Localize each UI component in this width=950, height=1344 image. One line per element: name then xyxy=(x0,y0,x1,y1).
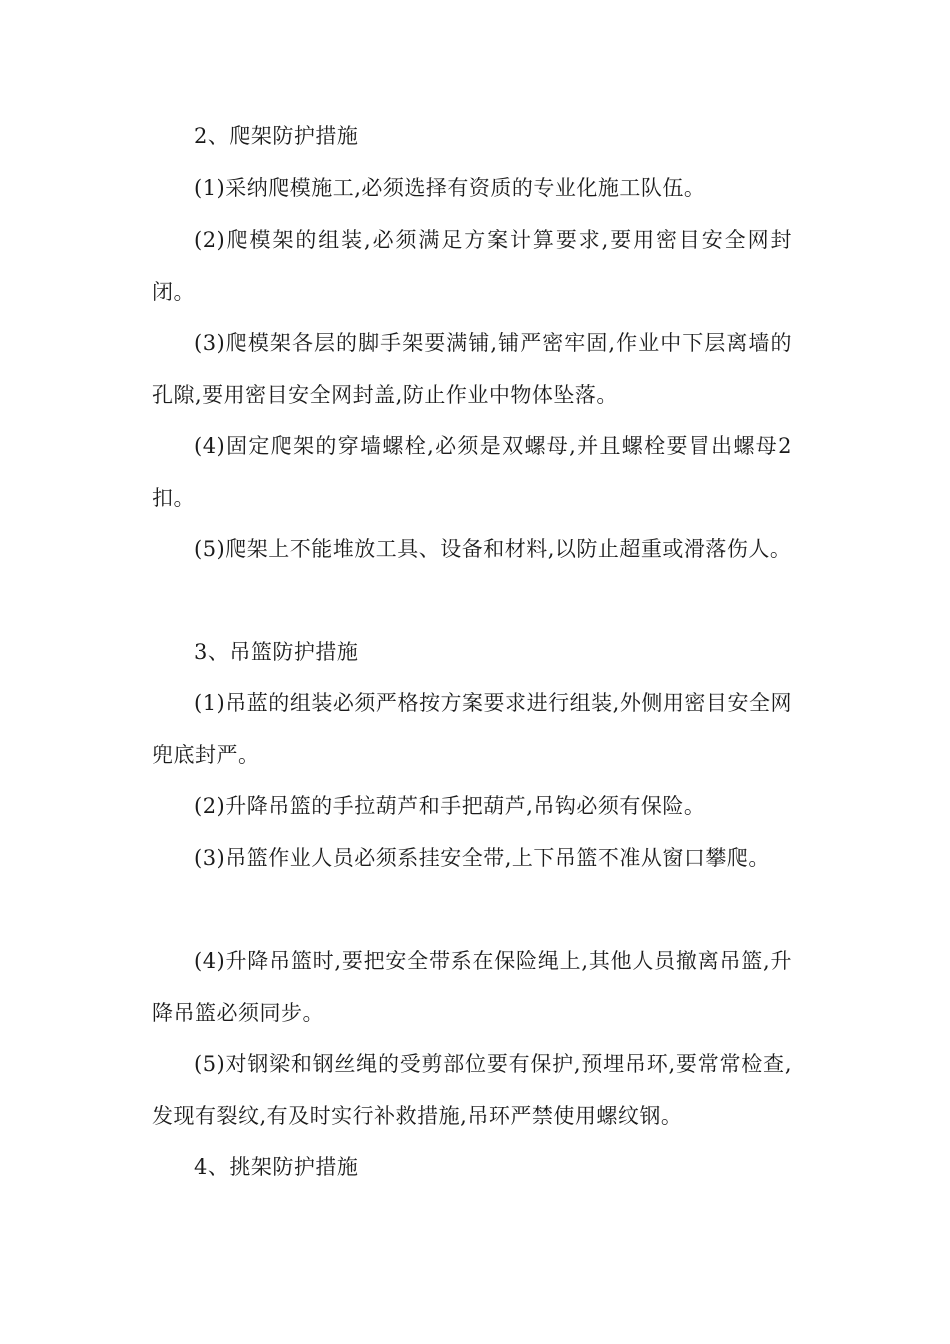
paragraph-3-4: (4)升降吊篮时,要把安全带系在保险绳上,其他人员撤离吊篮,升降吊篮必须同步。 xyxy=(152,949,792,1025)
paragraph-2-5: (5)爬架上不能堆放工具、设备和材料,以防止超重或滑落伤人。 xyxy=(194,537,792,561)
paragraph-2-1: (1)采纳爬模施工,必须选择有资质的专业化施工队伍。 xyxy=(194,176,706,200)
paragraph-3-3: (3)吊篮作业人员必须系挂安全带,上下吊篮不准从窗口攀爬。 xyxy=(194,846,770,870)
paragraph-3-1: (1)吊蓝的组装必须严格按方案要求进行组装,外侧用密目安全网兜底封严。 xyxy=(152,691,792,767)
paragraph-2-3: (3)爬模架各层的脚手架要满铺,铺严密牢固,作业中下层离墙的孔隙,要用密目安全网封盖,防止作业中物体坠落。 xyxy=(152,331,792,407)
paragraph-3-2: (2)升降吊篮的手拉葫芦和手把葫芦,吊钩必须有保险。 xyxy=(194,794,706,818)
paragraph-2-4: (4)固定爬架的穿墙螺栓,必须是双螺母,并且螺栓要冒出螺母2扣。 xyxy=(152,434,792,510)
section-heading-4: 4、挑架防护措施 xyxy=(194,1155,359,1179)
section-heading-2: 2、爬架防护措施 xyxy=(194,124,359,148)
paragraph-3-5: (5)对钢梁和钢丝绳的受剪部位要有保护,预埋吊环,要常常检查,发现有裂纹,有及时实行补救措施,吊环严禁使用螺纹钢。 xyxy=(152,1052,792,1128)
section-heading-3: 3、吊篮防护措施 xyxy=(194,640,359,664)
paragraph-2-2: (2)爬模架的组装,必须满足方案计算要求,要用密目安全网封闭。 xyxy=(152,228,792,304)
